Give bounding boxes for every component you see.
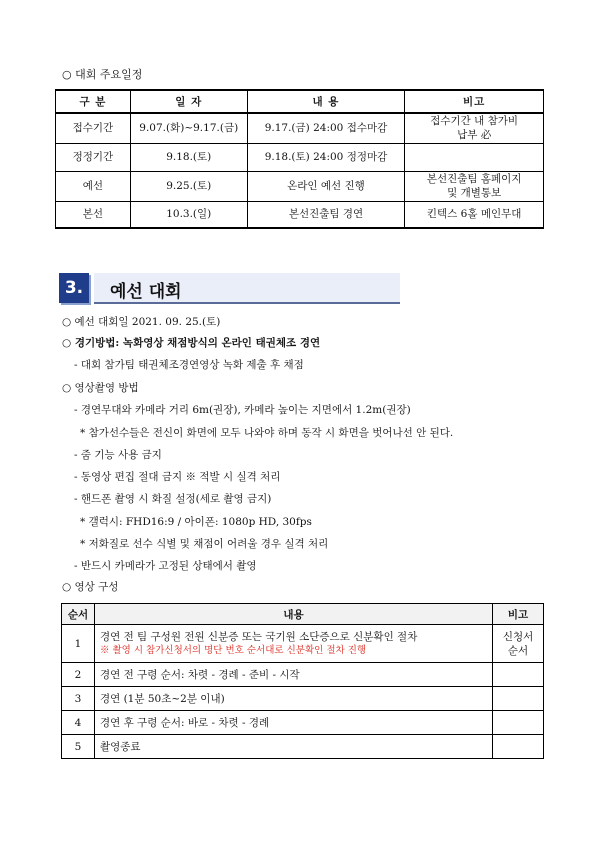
cell-note: 킨텍스 6홀 메인무대 [405,201,544,228]
edit-ban-line: - 동영상 편집 절대 금지 ※ 적발 시 실격 처리 [74,471,281,483]
cell-order: 4 [62,711,95,735]
fixed-camera-line: - 반드시 카메라가 고정된 상태에서 촬영 [74,560,257,572]
low-quality-note: * 저화질로 선수 식별 및 채점이 어려울 경우 실격 처리 [80,538,329,550]
cell-date: 10.3.(일) [130,201,247,228]
cell-note [493,735,544,759]
table-row [56,113,544,143]
cell-date: 9.25.(토) [130,171,247,201]
cell-content: 9.18.(토) 24:00 정정마감 [247,143,405,171]
cell-note [493,711,544,735]
col-header-content: 내 용 [247,90,405,113]
col-header-order: 순서 [62,604,95,625]
table-row [62,625,544,663]
cell-content: 경연 후 구령 순서: 바로 - 차렷 - 경례 [94,711,492,735]
device-settings-note: * 갤럭시: FHD16:9 / 아이폰: 1080p HD, 30fps [80,516,312,528]
cell-category: 본선 [56,201,131,228]
note-line: 신청서 [502,630,534,643]
phone-quality-line: - 핸드폰 촬영 시 화질 설정(세로 촬영 금지) [74,493,272,505]
note-line: 본선진출팀 홈페이지 [426,173,522,185]
table-row [56,201,544,228]
note-line: 접수기간 내 참가비 [430,115,519,128]
cell-order: 3 [62,687,95,711]
table-row [56,171,544,201]
schedule-table [55,89,544,229]
note-line: 납부 必 [457,129,492,142]
table-row [62,687,544,711]
order-header-row [62,604,544,625]
table-row [62,735,544,759]
col-header-note: 비고 [493,604,544,625]
cell-content: 경연 (1분 50초~2분 이내) [94,687,492,711]
zoom-ban-line: - 줌 기능 사용 금지 [74,449,162,461]
col-header-date: 일 자 [130,90,247,113]
video-order-table [61,603,544,759]
warning-text: ※ 촬영 시 참가신청서의 명단 번호 순서대로 신분확인 절차 진행 [99,644,367,656]
col-header-category: 구 분 [56,90,131,113]
cell-date: 9.07.(화)~9.17.(금) [130,113,247,143]
competition-method-line: ○ 경기방법: 녹화영상 채점방식의 온라인 태권체조 경연 [62,337,321,349]
note-line: 및 개별통보 [447,187,502,199]
cell-note [493,663,544,687]
cell-category: 정정기간 [56,143,131,171]
filming-method-heading: ○ 영상촬영 방법 [62,382,139,394]
table-row [62,663,544,687]
cell-content [94,625,492,663]
cell-order: 5 [62,735,95,759]
note-line: 순서 [507,644,529,657]
table-row [62,711,544,735]
schedule-heading: ○ 대회 주요일정 [62,68,143,81]
cell-order: 1 [62,625,95,663]
filming-distance-line: - 경연무대와 카메라 거리 6m(권장), 카메라 높이는 지면에서 1.2m(권장) [74,404,411,416]
cell-note [493,687,544,711]
cell-note [405,171,544,201]
cell-note [405,143,544,171]
cell-content: 본선진출팀 경연 [247,201,405,228]
cell-date: 9.18.(토) [130,143,247,171]
prelim-date-line: ○ 예선 대회일 2021. 09. 25.(토) [62,316,221,328]
schedule-header-row [56,90,544,113]
section-title: 예선 대회 [110,282,182,302]
full-body-note: * 참가선수들은 전신이 화면에 모두 나와야 하며 동작 시 화면을 벗어나선 안 된다. [80,427,454,439]
cell-note [405,113,544,143]
col-header-note: 비고 [405,90,544,113]
content-text: 경연 전 팀 구성원 전원 신분증 또는 국기원 소단증으로 신분확인 절차 [99,630,418,643]
cell-content: 경연 전 구령 순서: 차렷 - 경례 - 준비 - 시작 [94,663,492,687]
cell-order: 2 [62,663,95,687]
cell-category: 접수기간 [56,113,131,143]
cell-category: 예선 [56,171,131,201]
cell-note [493,625,544,663]
method-detail-line: - 대회 참가팀 태권체조경연영상 녹화 제출 후 채점 [74,359,304,371]
video-composition-heading: ○ 영상 구성 [62,581,119,593]
cell-content: 온라인 예선 진행 [247,171,405,201]
cell-content: 9.17.(금) 24:00 접수마감 [247,113,405,143]
section-number-badge: 3. [59,273,89,303]
cell-content: 촬영종료 [94,735,492,759]
col-header-content: 내용 [94,604,492,625]
table-row [56,143,544,171]
